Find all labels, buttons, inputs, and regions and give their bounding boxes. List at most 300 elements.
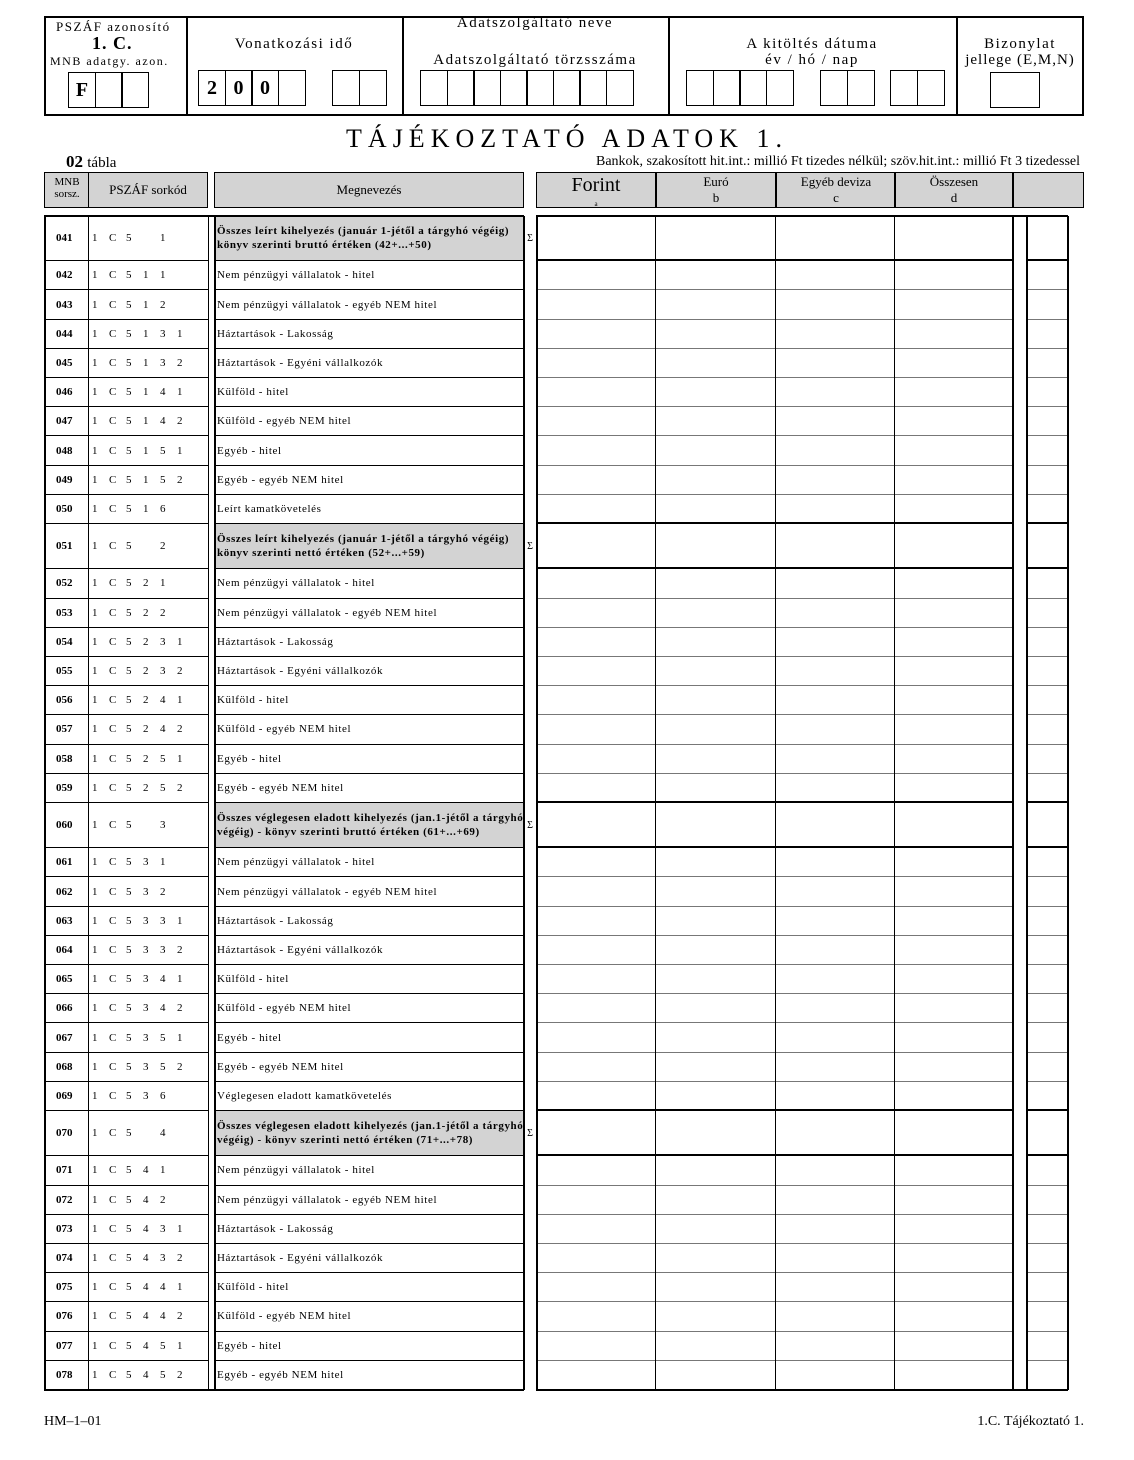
value-cell-forint[interactable]	[536, 261, 656, 290]
value-cell-other[interactable]	[776, 1215, 896, 1244]
value-cell-euro[interactable]	[656, 1244, 776, 1273]
provider-cell	[404, 15, 670, 114]
value-cell-check[interactable]	[1026, 1186, 1068, 1215]
value-cell-forint[interactable]	[536, 349, 656, 378]
value-cell-check[interactable]	[1026, 936, 1068, 965]
code-char: 2	[143, 606, 149, 619]
value-cell-euro[interactable]	[656, 1082, 776, 1111]
value-cell-check[interactable]	[1026, 715, 1068, 744]
value-cell-total[interactable]	[896, 686, 1012, 715]
value-cell-euro[interactable]	[656, 1302, 776, 1331]
value-cell-forint[interactable]	[536, 628, 656, 657]
value-cell-check[interactable]	[1026, 686, 1068, 715]
value-cell-total[interactable]	[896, 216, 1012, 261]
value-cell-euro[interactable]	[656, 524, 776, 569]
value-cell-forint[interactable]	[536, 524, 656, 569]
value-cell-other[interactable]	[776, 965, 896, 994]
value-cell-check[interactable]	[1026, 965, 1068, 994]
row-pszaf-code	[88, 1215, 208, 1244]
value-cell-forint[interactable]	[536, 378, 656, 407]
value-cell-check[interactable]	[1026, 436, 1068, 465]
value-cell-other[interactable]	[776, 657, 896, 686]
value-cell-euro[interactable]	[656, 936, 776, 965]
value-cell-forint[interactable]	[536, 599, 656, 628]
value-cell-total[interactable]	[896, 436, 1012, 465]
value-cell-other[interactable]	[776, 745, 896, 774]
value-cell-euro[interactable]	[656, 628, 776, 657]
code-char: C	[109, 269, 117, 282]
row-mnb-number: 069	[44, 1082, 90, 1111]
value-cell-check[interactable]	[1026, 378, 1068, 407]
value-cell-other[interactable]	[776, 1053, 896, 1082]
code-char: 1	[92, 1193, 98, 1206]
value-cell-forint[interactable]	[536, 848, 656, 877]
value-cell-euro[interactable]	[656, 216, 776, 261]
row-name: Összes leírt kihelyezés (január 1-jétől a tárgyhó végéig) könyv szerinti bruttó értéken (42+...+50)	[214, 216, 524, 261]
mnb-box-1[interactable]: F	[68, 72, 96, 108]
value-cell-other[interactable]	[776, 1361, 896, 1390]
reg-box-6[interactable]	[553, 70, 581, 106]
code-char: 1	[92, 885, 98, 898]
value-cell-check[interactable]	[1026, 1244, 1068, 1273]
value-cell-forint[interactable]	[536, 466, 656, 495]
value-cell-forint[interactable]	[536, 1302, 656, 1331]
code-char: C	[109, 386, 117, 399]
value-cell-total[interactable]	[896, 657, 1012, 686]
col-divider-4	[1012, 172, 1014, 208]
code-char: 5	[160, 1060, 166, 1073]
code-char: 1	[143, 327, 149, 340]
code-char: 4	[160, 415, 166, 428]
value-cell-check[interactable]	[1026, 745, 1068, 774]
value-cell-total[interactable]	[896, 378, 1012, 407]
value-cell-check[interactable]	[1026, 569, 1068, 598]
code-char: 2	[177, 1368, 183, 1381]
value-cell-total[interactable]	[896, 320, 1012, 349]
value-cell-total[interactable]	[896, 907, 1012, 936]
value-cell-check[interactable]	[1026, 407, 1068, 436]
code-char: C	[109, 1310, 117, 1323]
value-cell-check[interactable]	[1026, 1023, 1068, 1052]
value-cell-total[interactable]	[896, 1244, 1012, 1273]
value-cell-forint[interactable]	[536, 1215, 656, 1244]
code-char: 1	[143, 415, 149, 428]
col-pszaf	[88, 172, 208, 208]
value-cell-euro[interactable]	[656, 1111, 776, 1156]
value-cell-check[interactable]	[1026, 877, 1068, 906]
value-cell-total[interactable]	[896, 1082, 1012, 1111]
value-cell-check[interactable]	[1026, 1273, 1068, 1302]
code-char: 1	[160, 577, 166, 590]
value-cell-euro[interactable]	[656, 715, 776, 744]
value-cell-euro[interactable]	[656, 569, 776, 598]
value-cell-other[interactable]	[776, 466, 896, 495]
value-cell-euro[interactable]	[656, 1156, 776, 1185]
code-char: 2	[177, 781, 183, 794]
value-cell-forint[interactable]	[536, 436, 656, 465]
value-cell-other[interactable]	[776, 436, 896, 465]
table-bottom-border	[536, 1389, 1068, 1391]
value-cell-total[interactable]	[896, 569, 1012, 598]
value-cell-total[interactable]	[896, 1053, 1012, 1082]
value-cell-euro[interactable]	[656, 261, 776, 290]
code-char: 1	[160, 856, 166, 869]
value-cell-check[interactable]	[1026, 994, 1068, 1023]
row-mnb-number: 057	[44, 715, 90, 744]
value-cell-total[interactable]	[896, 524, 1012, 569]
day-box-1[interactable]	[890, 70, 918, 106]
code-char: 5	[126, 856, 132, 869]
value-cell-total[interactable]	[896, 261, 1012, 290]
col-mnb-line1: MNB	[54, 176, 80, 188]
value-cell-forint[interactable]	[536, 1111, 656, 1156]
value-cell-euro[interactable]	[656, 803, 776, 848]
value-cell-forint[interactable]	[536, 1273, 656, 1302]
period-box-1[interactable]: 2	[198, 70, 226, 106]
value-cell-other[interactable]	[776, 1273, 896, 1302]
value-cell-forint[interactable]	[536, 994, 656, 1023]
value-cell-other[interactable]	[776, 1186, 896, 1215]
value-cell-total[interactable]	[896, 1111, 1012, 1156]
value-cell-total[interactable]	[896, 290, 1012, 319]
reg-box-5[interactable]	[526, 70, 554, 106]
value-cell-euro[interactable]	[656, 657, 776, 686]
value-cell-forint[interactable]	[536, 936, 656, 965]
period-box-2[interactable]: 0	[225, 70, 253, 106]
reg-box-8[interactable]	[606, 70, 634, 106]
value-cell-euro[interactable]	[656, 1023, 776, 1052]
reg-box-1[interactable]	[420, 70, 448, 106]
value-cell-other[interactable]	[776, 216, 896, 261]
value-cell-check[interactable]	[1026, 907, 1068, 936]
value-cell-check[interactable]	[1026, 466, 1068, 495]
value-cell-total[interactable]	[896, 877, 1012, 906]
reg-box-3[interactable]	[473, 70, 501, 106]
row-mnb-number: 055	[44, 657, 90, 686]
value-cell-forint[interactable]	[536, 774, 656, 803]
value-cell-euro[interactable]	[656, 965, 776, 994]
value-cell-other[interactable]	[776, 378, 896, 407]
value-cell-euro[interactable]	[656, 1215, 776, 1244]
code-char: 2	[143, 694, 149, 707]
code-char: 1	[143, 386, 149, 399]
value-cell-total[interactable]	[896, 848, 1012, 877]
value-cell-total[interactable]	[896, 1361, 1012, 1390]
value-cell-euro[interactable]	[656, 1361, 776, 1390]
value-cell-other[interactable]	[776, 715, 896, 744]
row-name: Egyéb - hitel	[214, 745, 524, 774]
value-cell-total[interactable]	[896, 407, 1012, 436]
value-cell-other[interactable]	[776, 495, 896, 524]
code-char: 5	[126, 914, 132, 927]
value-cell-total[interactable]	[896, 1273, 1012, 1302]
value-cell-check[interactable]	[1026, 1156, 1068, 1185]
value-cell-check[interactable]	[1026, 1053, 1068, 1082]
row-name: Egyéb - hitel	[214, 1332, 524, 1361]
code-char: 1	[92, 386, 98, 399]
code-char: C	[109, 781, 117, 794]
code-char: 3	[160, 819, 166, 832]
value-cell-forint[interactable]	[536, 290, 656, 319]
col-total	[896, 174, 1012, 206]
value-cell-total[interactable]	[896, 1023, 1012, 1052]
row-mnb-number: 045	[44, 349, 90, 378]
year-box-1[interactable]	[686, 70, 714, 106]
value-cell-forint[interactable]	[536, 495, 656, 524]
year-box-2[interactable]	[713, 70, 741, 106]
provider-reg-boxes	[420, 70, 632, 106]
code-char: 5	[126, 819, 132, 832]
value-cell-check[interactable]	[1026, 803, 1068, 848]
row-name: Leírt kamatkövetelés	[214, 495, 524, 524]
period-box-4[interactable]	[278, 70, 306, 106]
value-cell-check[interactable]	[1026, 1302, 1068, 1331]
value-cell-check[interactable]	[1026, 261, 1068, 290]
value-cell-check[interactable]	[1026, 774, 1068, 803]
value-cell-forint[interactable]	[536, 715, 656, 744]
form-code: 1. C.	[92, 33, 133, 53]
value-cell-forint[interactable]	[536, 1244, 656, 1273]
value-cell-euro[interactable]	[656, 495, 776, 524]
value-cell-check[interactable]	[1026, 349, 1068, 378]
value-cell-total[interactable]	[896, 803, 1012, 848]
value-cell-other[interactable]	[776, 686, 896, 715]
year-box-4[interactable]	[766, 70, 794, 106]
value-cell-total[interactable]	[896, 466, 1012, 495]
value-cell-euro[interactable]	[656, 848, 776, 877]
value-cell-total[interactable]	[896, 965, 1012, 994]
value-cell-forint[interactable]	[536, 686, 656, 715]
doc-type-input[interactable]	[990, 72, 1040, 108]
value-cell-other[interactable]	[776, 1111, 896, 1156]
value-cell-other[interactable]	[776, 1332, 896, 1361]
value-cell-total[interactable]	[896, 936, 1012, 965]
value-cell-total[interactable]	[896, 599, 1012, 628]
value-cell-check[interactable]	[1026, 1332, 1068, 1361]
code-char: 2	[143, 635, 149, 648]
row-mnb-number: 067	[44, 1023, 90, 1052]
value-cell-total[interactable]	[896, 1186, 1012, 1215]
code-char: 2	[143, 781, 149, 794]
value-cell-check[interactable]	[1026, 599, 1068, 628]
value-cell-check[interactable]	[1026, 320, 1068, 349]
value-cell-forint[interactable]	[536, 907, 656, 936]
row-mnb-number: 068	[44, 1053, 90, 1082]
col-name	[214, 172, 524, 208]
code-char: 4	[160, 723, 166, 736]
code-char: 5	[160, 752, 166, 765]
value-cell-total[interactable]	[896, 1215, 1012, 1244]
table-top-border	[44, 215, 524, 217]
value-cell-other[interactable]	[776, 994, 896, 1023]
year-box-3[interactable]	[739, 70, 767, 106]
code-char: 5	[160, 1368, 166, 1381]
row-pszaf-code	[88, 1111, 208, 1156]
value-cell-other[interactable]	[776, 907, 896, 936]
value-cell-euro[interactable]	[656, 349, 776, 378]
value-cell-other[interactable]	[776, 569, 896, 598]
value-cell-euro[interactable]	[656, 745, 776, 774]
value-cell-forint[interactable]	[536, 216, 656, 261]
code-char: 1	[92, 973, 98, 986]
value-cell-check[interactable]	[1026, 1082, 1068, 1111]
value-cell-euro[interactable]	[656, 1186, 776, 1215]
value-cell-other[interactable]	[776, 1082, 896, 1111]
value-cell-check[interactable]	[1026, 1215, 1068, 1244]
value-cell-forint[interactable]	[536, 877, 656, 906]
month-box-2[interactable]	[847, 70, 875, 106]
value-cell-euro[interactable]	[656, 686, 776, 715]
period-month-box-2[interactable]	[359, 70, 387, 106]
value-cell-other[interactable]	[776, 848, 896, 877]
value-cell-other[interactable]	[776, 407, 896, 436]
value-cell-other[interactable]	[776, 261, 896, 290]
reg-box-7[interactable]	[579, 70, 607, 106]
value-cell-euro[interactable]	[656, 290, 776, 319]
value-cell-check[interactable]	[1026, 848, 1068, 877]
value-cell-forint[interactable]	[536, 965, 656, 994]
row-name: Külföld - hitel	[214, 378, 524, 407]
value-cell-total[interactable]	[896, 715, 1012, 744]
row-pszaf-code	[88, 657, 208, 686]
value-cell-total[interactable]	[896, 1332, 1012, 1361]
doc-type-cell	[958, 18, 1082, 114]
row-mnb-number: 071	[44, 1156, 90, 1185]
col-divider-2	[775, 172, 777, 208]
code-char: 2	[160, 1193, 166, 1206]
row-mnb-number: 043	[44, 290, 90, 319]
value-cell-euro[interactable]	[656, 994, 776, 1023]
value-cell-check[interactable]	[1026, 290, 1068, 319]
value-cell-euro[interactable]	[656, 407, 776, 436]
value-cell-total[interactable]	[896, 745, 1012, 774]
code-char: 4	[143, 1281, 149, 1294]
value-cell-total[interactable]	[896, 994, 1012, 1023]
sum-sigma: Σ	[527, 1128, 533, 1140]
value-cell-other[interactable]	[776, 803, 896, 848]
code-char: C	[109, 1060, 117, 1073]
month-box-1[interactable]	[820, 70, 848, 106]
row-pszaf-code	[88, 599, 208, 628]
value-cell-euro[interactable]	[656, 378, 776, 407]
value-cell-other[interactable]	[776, 1244, 896, 1273]
value-cell-other[interactable]	[776, 599, 896, 628]
code-char: 4	[160, 973, 166, 986]
code-char: C	[109, 885, 117, 898]
value-cell-forint[interactable]	[536, 1023, 656, 1052]
row-mnb-number: 063	[44, 907, 90, 936]
value-cell-other[interactable]	[776, 1156, 896, 1185]
grid-line	[894, 216, 895, 1390]
day-box-2[interactable]	[917, 70, 945, 106]
row-pszaf-code	[88, 1082, 208, 1111]
value-cell-other[interactable]	[776, 1023, 896, 1052]
code-char: 5	[126, 1164, 132, 1177]
value-cell-euro[interactable]	[656, 466, 776, 495]
value-cell-check[interactable]	[1026, 657, 1068, 686]
value-cell-check[interactable]	[1026, 216, 1068, 261]
code-char: 1	[92, 781, 98, 794]
row-name: Nem pénzügyi vállalatok - hitel	[214, 1156, 524, 1185]
value-cell-forint[interactable]	[536, 1186, 656, 1215]
value-cell-euro[interactable]	[656, 1053, 776, 1082]
mnb-box-3[interactable]	[121, 72, 149, 108]
reg-box-2[interactable]	[447, 70, 475, 106]
value-cell-other[interactable]	[776, 290, 896, 319]
col-pszaf-label: PSZÁF sorkód	[109, 182, 187, 197]
value-cell-forint[interactable]	[536, 407, 656, 436]
period-box-3[interactable]: 0	[251, 70, 279, 106]
value-cell-forint[interactable]	[536, 803, 656, 848]
value-cell-other[interactable]	[776, 877, 896, 906]
col-euro-letter: b	[712, 190, 720, 205]
value-cell-forint[interactable]	[536, 320, 656, 349]
value-cell-forint[interactable]	[536, 1082, 656, 1111]
value-cell-euro[interactable]	[656, 907, 776, 936]
value-cell-total[interactable]	[896, 628, 1012, 657]
row-name: Nem pénzügyi vállalatok - egyéb NEM hitel	[214, 1186, 524, 1215]
value-cell-forint[interactable]	[536, 1053, 656, 1082]
value-cell-check[interactable]	[1026, 495, 1068, 524]
value-cell-other[interactable]	[776, 349, 896, 378]
value-cell-forint[interactable]	[536, 1361, 656, 1390]
row-name: Külföld - hitel	[214, 686, 524, 715]
value-cell-check[interactable]	[1026, 628, 1068, 657]
row-mnb-number: 051	[44, 524, 90, 569]
value-cell-euro[interactable]	[656, 1273, 776, 1302]
period-month-box-1[interactable]	[332, 70, 360, 106]
code-char: 1	[92, 723, 98, 736]
code-char: 1	[177, 1031, 183, 1044]
value-cell-euro[interactable]	[656, 774, 776, 803]
value-cell-other[interactable]	[776, 774, 896, 803]
value-cell-forint[interactable]	[536, 1332, 656, 1361]
value-cell-check[interactable]	[1026, 1111, 1068, 1156]
value-cell-total[interactable]	[896, 1302, 1012, 1331]
value-cell-total[interactable]	[896, 774, 1012, 803]
value-cell-check[interactable]	[1026, 524, 1068, 569]
code-char: 3	[143, 1089, 149, 1102]
row-mnb-number: 075	[44, 1273, 90, 1302]
value-cell-euro[interactable]	[656, 436, 776, 465]
value-cell-other[interactable]	[776, 628, 896, 657]
value-cell-total[interactable]	[896, 495, 1012, 524]
code-char: C	[109, 606, 117, 619]
value-cell-check[interactable]	[1026, 1361, 1068, 1390]
code-char: 4	[143, 1368, 149, 1381]
row-pszaf-code	[88, 907, 208, 936]
value-cell-euro[interactable]	[656, 1332, 776, 1361]
code-char: 5	[126, 540, 132, 553]
value-cell-total[interactable]	[896, 1156, 1012, 1185]
reg-box-4[interactable]	[500, 70, 528, 106]
value-cell-total[interactable]	[896, 349, 1012, 378]
value-cell-other[interactable]	[776, 524, 896, 569]
value-cell-forint[interactable]	[536, 1156, 656, 1185]
mnb-box-2[interactable]	[95, 72, 123, 108]
value-cell-forint[interactable]	[536, 569, 656, 598]
value-cell-euro[interactable]	[656, 599, 776, 628]
code-char: 5	[126, 635, 132, 648]
value-cell-other[interactable]	[776, 1302, 896, 1331]
code-char: 2	[160, 298, 166, 311]
value-cell-other[interactable]	[776, 936, 896, 965]
value-cell-forint[interactable]	[536, 657, 656, 686]
value-cell-euro[interactable]	[656, 320, 776, 349]
value-cell-other[interactable]	[776, 320, 896, 349]
value-cell-euro[interactable]	[656, 877, 776, 906]
value-cell-forint[interactable]	[536, 745, 656, 774]
